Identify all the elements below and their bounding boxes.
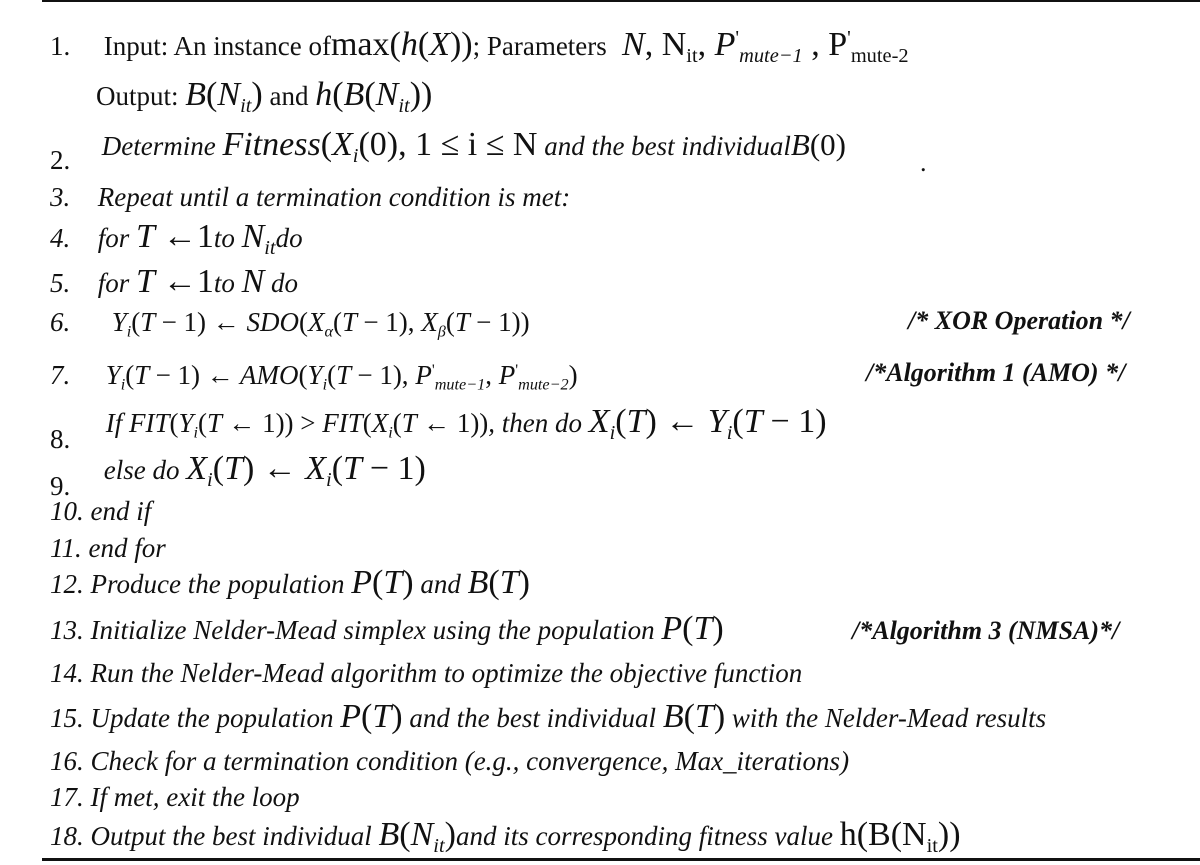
- exit-text: If met, exit the loop: [90, 782, 300, 812]
- algorithm-line-12: [50, 566, 530, 601]
- output-best-text: Output the best individual: [90, 821, 372, 851]
- algorithm-line-7: [50, 358, 578, 392]
- final-best-expression: $B(N_{it})$: [378, 816, 456, 858]
- input-label: Input: An instance of: [103, 31, 331, 61]
- algorithm-line-1: [50, 26, 909, 68]
- update-text-a: Update the population: [90, 703, 334, 733]
- population-expression: P(T): [340, 698, 403, 735]
- algorithm-line-2: [50, 126, 846, 175]
- amo-comment: /*Algorithm 1 (AMO) */: [866, 358, 1126, 387]
- repeat-text: Repeat until a termination condition is met:: [97, 182, 571, 212]
- do-word: do: [275, 223, 303, 253]
- fitness-expression: ($X_i(0)$, 1 ≤ i ≤ N: [320, 126, 538, 168]
- algorithm-line-10: [50, 494, 151, 528]
- initialize-text: Initialize Nelder-Mead simplex using the population: [90, 615, 655, 645]
- line-number: 6.: [50, 307, 71, 337]
- line-number: 11.: [50, 533, 82, 563]
- algorithm-line-8: [50, 403, 827, 454]
- line-number: 15.: [50, 703, 84, 733]
- line-number: 5.: [50, 268, 71, 298]
- fitness-word: Fitness: [222, 126, 321, 163]
- update-text-c: with the Nelder-Mead results: [731, 703, 1047, 733]
- then-do-word: , then do: [488, 408, 583, 438]
- output-expression-1: $B(N_{it})$: [185, 76, 263, 118]
- loop-range-expression: T ←1: [136, 218, 214, 255]
- line-number: 8.: [50, 424, 71, 454]
- to-word: to: [213, 268, 235, 298]
- and-word: and: [420, 569, 461, 599]
- bottom-rule: [42, 858, 1200, 861]
- line-number: 13.: [50, 615, 84, 645]
- algorithm-line-3: [50, 180, 570, 214]
- best-individual-expression: B(0): [790, 127, 846, 162]
- check-text: Check for a termination condition (e.g., convergence, Max_iterations): [90, 746, 850, 776]
- line-number: 14.: [50, 658, 84, 688]
- then-assignment-expression: $X_i(T)$ ← $Y_i(T - 1)$: [588, 403, 827, 445]
- period-mark: .: [920, 148, 927, 177]
- and-word: and: [269, 81, 309, 111]
- run-text: Run the Nelder-Mead algorithm to optimize the objective function: [90, 658, 803, 688]
- sdo-expression: $Y_i(T - 1)$ ← $SDO(X_\alpha(T - 1)$, $X_\beta(T - 1)$): [111, 307, 530, 341]
- top-rule: [42, 0, 1200, 2]
- line-number: 12.: [50, 569, 84, 599]
- produce-text: Produce the population: [90, 569, 345, 599]
- parameters-label: ; Parameters: [472, 31, 607, 61]
- algorithm-line-9: [50, 450, 426, 501]
- else-do-word: else do: [103, 455, 180, 485]
- line-number: 3.: [50, 182, 71, 212]
- best-expression: B(T): [467, 564, 530, 601]
- for-word: for: [97, 223, 130, 253]
- line-number: 7.: [50, 360, 71, 390]
- else-assignment-expression: $X_i(T)$ ← $X_i(T - 1)$: [186, 450, 426, 492]
- line-number: 4.: [50, 223, 71, 253]
- algorithm-line-14: [50, 656, 802, 690]
- nmsa-comment: /*Algorithm 3 (NMSA)*/: [852, 616, 1120, 645]
- determine-word: Determine: [101, 131, 216, 161]
- if-word: If: [105, 408, 123, 438]
- algorithm-line-6: [50, 305, 530, 339]
- population-expression: P(T): [661, 610, 724, 647]
- final-fitness-expression: $h(B(N_{it}))$: [839, 816, 961, 858]
- loop-limit-expression: N: [241, 263, 265, 300]
- algorithm-line-13: [50, 612, 724, 647]
- end-for-text: end for: [88, 533, 166, 563]
- for-word: for: [97, 268, 130, 298]
- xor-comment: /* XOR Operation */: [908, 306, 1130, 335]
- algorithm-line-11: [50, 531, 166, 565]
- best-expression: B(T): [662, 698, 726, 735]
- algorithm-line-18: [50, 816, 961, 858]
- do-word: do: [271, 268, 299, 298]
- and-best-label: and the best individual: [544, 131, 791, 161]
- line-number: 17.: [50, 782, 84, 812]
- output-rest-text: and its corresponding fitness value: [455, 821, 833, 851]
- line-number: 16.: [50, 746, 84, 776]
- algorithm-line-5: [50, 265, 298, 300]
- algorithm-line-output: [96, 76, 433, 118]
- if-condition-expression: $FIT(Y_i(T$ ← $1)) > FIT(X_i(T$ ← 1)): [129, 408, 489, 442]
- objective-expression: max(h(X)): [330, 26, 473, 63]
- algorithm-line-4: [50, 218, 303, 260]
- to-word: to: [213, 223, 235, 253]
- line-number: 9.: [50, 471, 71, 501]
- line-number: 18.: [50, 821, 84, 851]
- loop-limit-expression: $N_{it}$: [241, 218, 276, 260]
- end-if-text: end if: [90, 496, 152, 526]
- output-label: Output:: [96, 81, 179, 111]
- algorithm-line-16: [50, 744, 849, 778]
- update-text-b: and the best individual: [409, 703, 657, 733]
- amo-expression: $Y_i(T - 1)$ ← $AMO(Y_i(T - 1)$, $P'_{mute-1}$, $P'_{mute-2}$): [105, 360, 578, 394]
- algorithm-line-15: [50, 700, 1046, 735]
- population-expression: P(T): [351, 564, 414, 601]
- parameters-expression: N, $N_{it}$, $P'_{mute-1}$ , $P'_{mute-2}$: [613, 26, 909, 68]
- algorithm-line-17: [50, 780, 300, 814]
- line-number: 2.: [50, 145, 71, 175]
- output-expression-2: $h(B(N_{it}))$: [315, 76, 433, 118]
- line-number: 1.: [50, 31, 71, 61]
- line-number: 10.: [50, 496, 84, 526]
- loop-range-expression: T ←1: [136, 263, 214, 300]
